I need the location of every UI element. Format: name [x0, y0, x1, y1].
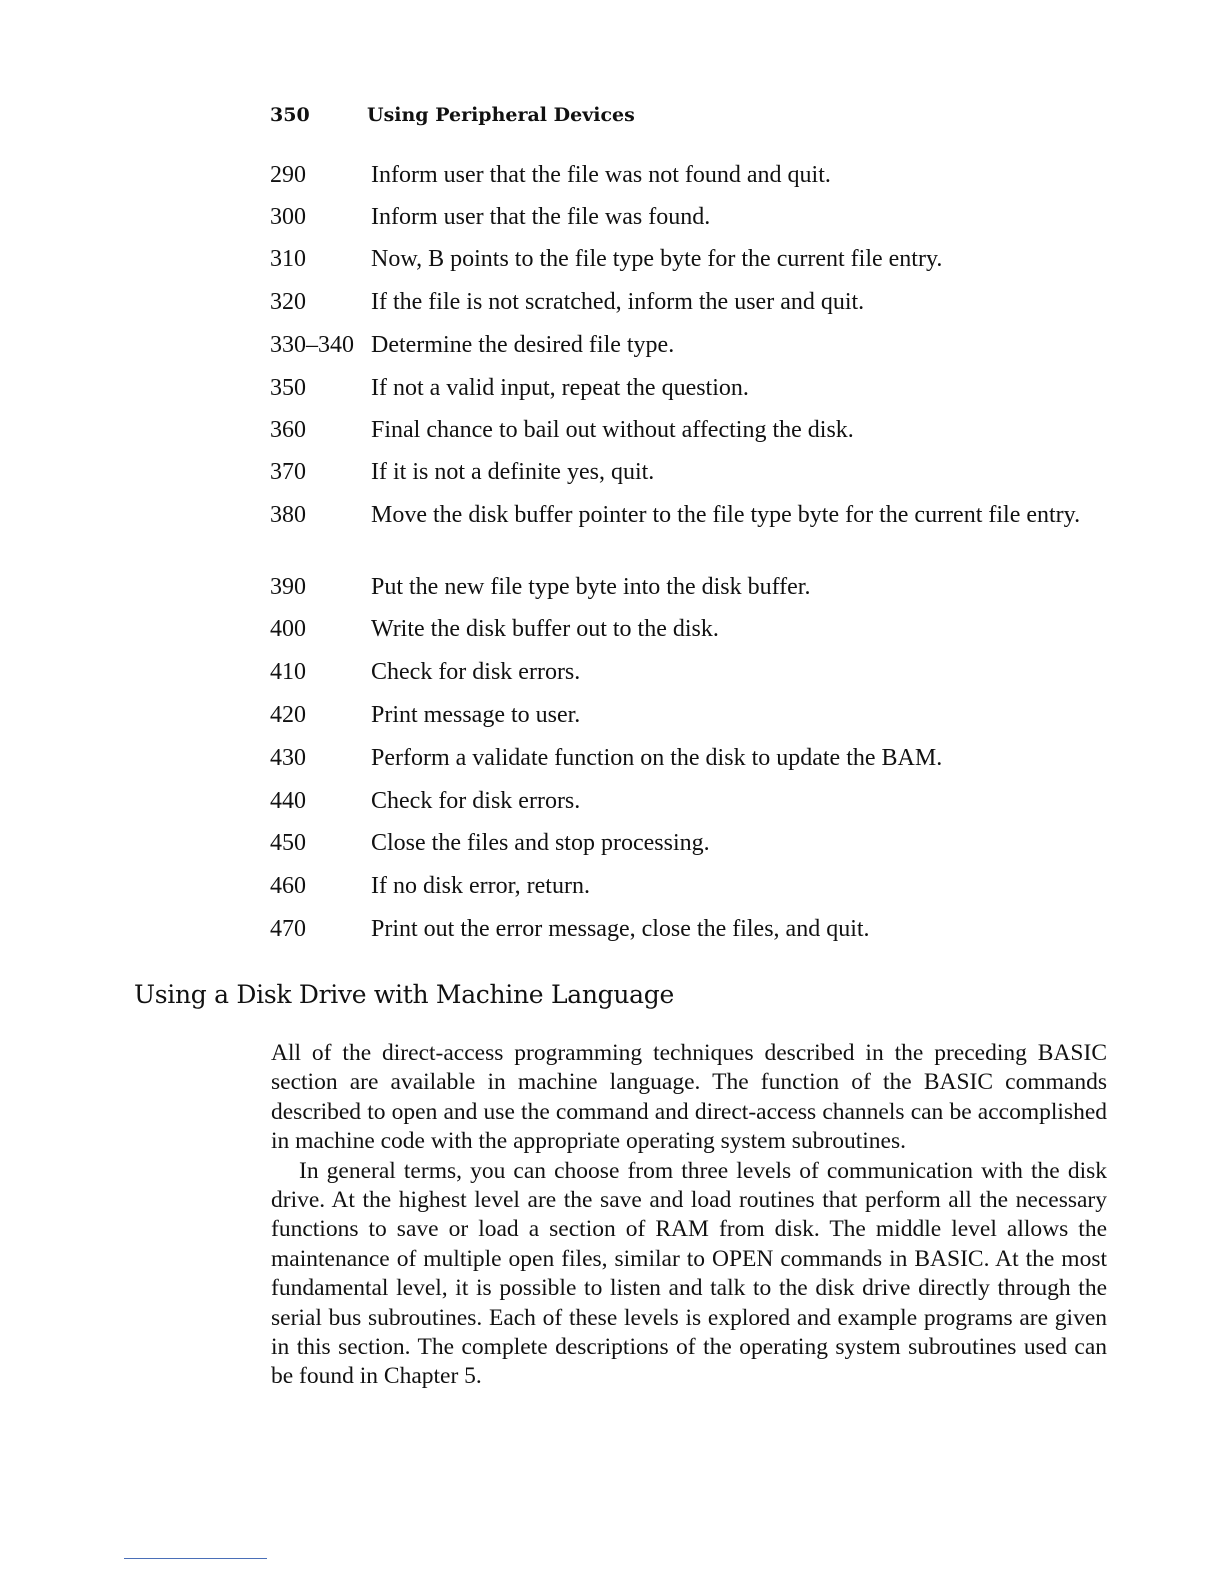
- line-description: Inform user that the file was not found and quit.: [371, 162, 831, 188]
- line-description: Write the disk buffer out to the disk.: [371, 616, 719, 642]
- line-number: 410: [270, 659, 306, 685]
- line-number: 350: [270, 375, 306, 401]
- line-entry: [270, 657, 1100, 687]
- line-number: 290: [270, 162, 306, 188]
- line-description: Check for disk errors.: [371, 788, 581, 814]
- running-title: Using Peripheral Devices: [367, 104, 635, 126]
- line-description: Print out the error message, close the files, and quit.: [371, 916, 870, 942]
- line-number: 330–340: [270, 332, 354, 358]
- line-description: Perform a validate function on the disk to update the BAM.: [371, 745, 943, 771]
- line-entry: [270, 614, 1100, 644]
- line-number: 300: [270, 204, 306, 230]
- line-description: Check for disk errors.: [371, 659, 581, 685]
- line-number: 400: [270, 616, 306, 642]
- line-number: 320: [270, 289, 306, 315]
- line-description: If it is not a definite yes, quit.: [371, 459, 655, 485]
- line-description: If no disk error, return.: [371, 873, 590, 899]
- line-description: Now, B points to the file type byte for the current file entry.: [371, 246, 943, 272]
- line-entry: [270, 373, 1100, 403]
- line-entry: [270, 244, 1100, 274]
- footer-rule: [124, 1558, 267, 1559]
- line-number: 440: [270, 788, 306, 814]
- line-entry: [270, 572, 1100, 602]
- line-description: Final chance to bail out without affecting the disk.: [371, 417, 854, 443]
- line-number: 310: [270, 246, 306, 272]
- line-entry: [270, 457, 1100, 487]
- section-body: [271, 1039, 1107, 1392]
- line-description: Determine the desired file type.: [371, 332, 675, 358]
- line-description: Print message to user.: [371, 702, 581, 728]
- line-entry: [270, 743, 1100, 773]
- line-description: If not a valid input, repeat the question.: [371, 375, 749, 401]
- line-entry: [270, 828, 1100, 858]
- line-entry: [270, 202, 1100, 232]
- page-number: 350: [270, 104, 310, 126]
- running-head: [270, 104, 635, 126]
- line-number: 450: [270, 830, 306, 856]
- line-description: Close the files and stop processing.: [371, 830, 710, 856]
- line-entry: [270, 500, 1100, 530]
- line-number: 390: [270, 574, 306, 600]
- line-number: 470: [270, 916, 306, 942]
- line-entry: [270, 786, 1100, 816]
- line-number: 380: [270, 502, 306, 528]
- line-description: Move the disk buffer pointer to the file type byte for the current file entry.: [371, 502, 1081, 528]
- line-number: 420: [270, 702, 306, 728]
- line-entry: [270, 287, 1100, 317]
- line-entry: [270, 914, 1100, 944]
- line-number: 460: [270, 873, 306, 899]
- line-entry: [270, 160, 1100, 190]
- section-heading: Using a Disk Drive with Machine Language: [134, 980, 674, 1009]
- line-number: 370: [270, 459, 306, 485]
- body-paragraph: In general terms, you can choose from three levels of communication with the disk drive. At the highest level are the save and load routines that perform all the necessary functions to save or load a section of RAM from disk. The middle level allows the maintenance of multiple open files, similar to OPEN commands in BASIC. At the most fundamental level, it is possible to listen and talk to the disk drive directly through the serial bus subroutines. Each of these levels is explored and example programs are given in this section. The complete descriptions of the operating system subroutines used can be found in Chapter 5.: [271, 1157, 1107, 1390]
- line-entry: [270, 330, 1100, 360]
- line-number: 430: [270, 745, 306, 771]
- line-entry: [270, 871, 1100, 901]
- body-paragraph: All of the direct-access programming techniques described in the preceding BASIC section are available in machine language. The function of the BASIC commands described to open and use the command and direct-access channels can be accomplished in machine code with the appropriate operating system subroutines.: [271, 1040, 1107, 1155]
- line-entry: [270, 415, 1100, 445]
- line-description: Inform user that the file was found.: [371, 204, 711, 230]
- line-number: 360: [270, 417, 306, 443]
- line-description: Put the new file type byte into the disk buffer.: [371, 574, 811, 600]
- line-entry: [270, 700, 1100, 730]
- line-description: If the file is not scratched, inform the user and quit.: [371, 289, 865, 315]
